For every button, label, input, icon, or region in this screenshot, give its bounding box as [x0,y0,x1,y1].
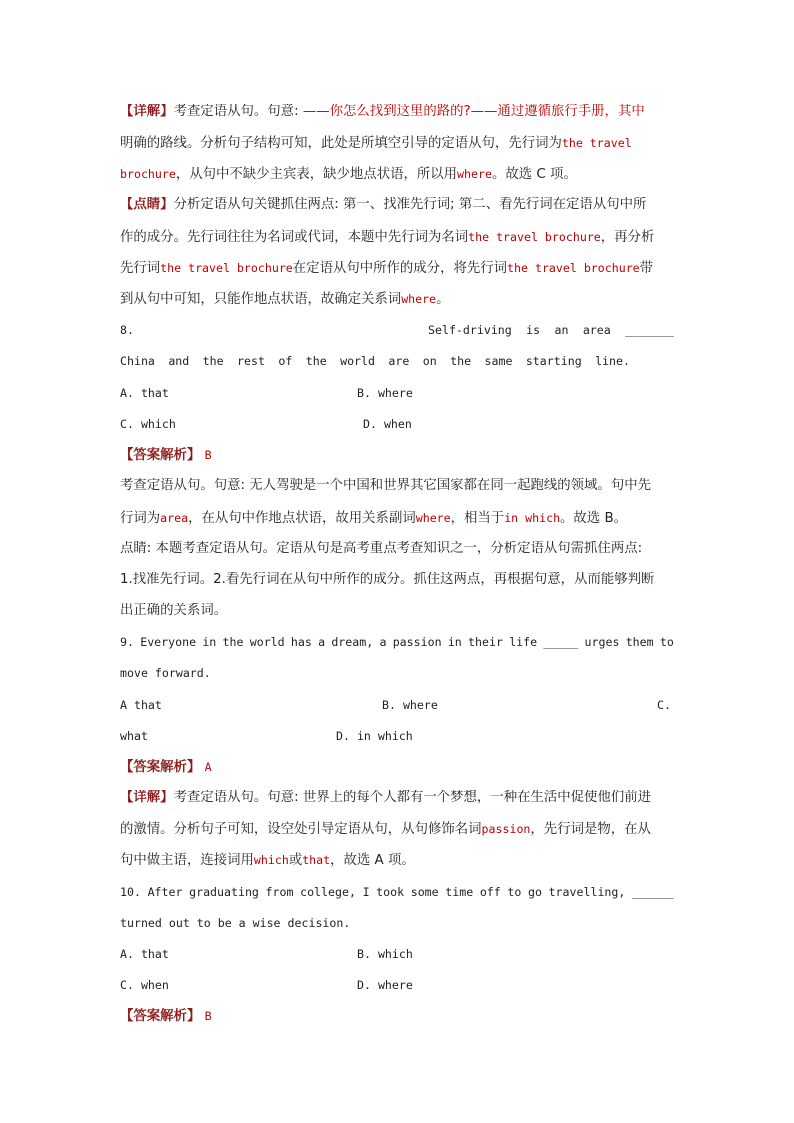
english-term: area [160,511,189,525]
q7-tip-line-3 [120,260,674,277]
text-run: 考查定语从句。句意: 世界上的每个人都有一个梦想，一种在生活中促使他们前进 [173,790,651,805]
text-run: 先行词 [120,261,161,276]
text-run: 到从句中可知，只能作地点状语，故确定关系词 [120,292,402,307]
word: their [468,635,503,649]
q7-detail-line-1 [120,104,674,120]
text-run: 。故选 B。 [560,511,628,526]
q7-tip-line-1 [120,197,674,213]
q9-stem-line-2: move forward. [120,666,211,680]
q10-option-b: B. which [357,947,413,961]
english-term: where [415,511,451,525]
text-run: 句中做主语，连接词用 [120,853,254,868]
word: 9. [120,635,134,649]
word: I [362,885,370,899]
text-run: 明确的路线。分析句子结构可知，此处是所填空引导的定语从句，先行词为 [120,136,562,151]
q9-detail-line-1 [120,790,674,806]
word: some [410,885,439,899]
word: world [249,635,285,649]
text-run: 。故选 C 项。 [491,167,577,182]
word: took [376,885,405,899]
detail-tag: 【详解】 [120,790,174,805]
q8-explanation-line-1: 考查定语从句。句意: 无人驾驶是一个中国和世界其它国家都在同一起跑线的领域。句中先 [120,478,651,493]
word: and [168,354,190,368]
q9-answer-line [120,759,674,776]
word: Self-driving [428,323,512,337]
english-term: the travel brochure [507,261,640,275]
q8-tip-line-3: 出正确的关系词。 [120,603,228,618]
q8-answer-line [120,447,674,464]
word: starting [525,354,582,368]
q8-option-b: B. where [357,386,413,400]
detail-tag: 【详解】 [120,104,174,119]
q9-detail-line-2 [120,821,674,838]
word: of [278,354,293,368]
word: urges [584,635,620,649]
word: line. [595,354,630,368]
word: to [659,635,674,649]
q9-option-b: B. where [382,698,438,712]
english-term: brochure [120,167,176,181]
word: area [582,323,611,337]
text-run: ，故选 A 项。 [330,853,415,868]
answer-value: A [204,760,212,774]
text-run: ，在从句中作地点状语，故用关系副词 [188,511,416,526]
q8-stem-line-2 [120,353,630,369]
word: a [379,635,387,649]
q10-stem-line-2: turned out to be a wise decision. [120,916,351,930]
blank: ______ [631,885,674,899]
english-term: that [302,853,331,867]
q10-option-c: C. when [120,978,169,992]
q9-option-c-text: what [120,729,148,743]
text-run: ，从句中不缺少主宾表，缺少地点状语，所以用 [175,167,458,182]
word: the [222,635,244,649]
text-run: 分析定语从句关键抓住两点: 第一、找准先行词; 第二、看先行词在定语从句中所 [173,197,647,212]
q10-option-a: A. that [120,947,169,961]
q8-stem-line-1 [428,322,674,338]
english-term: the travel [561,136,632,150]
translation-text: ——你怎么找到这里的路的?——通过遵循旅行手册，其中 [302,104,645,119]
q10-option-d: D. where [357,978,413,992]
word: China [120,354,155,368]
answer-value: B [204,448,212,462]
q9-detail-line-3 [120,852,674,869]
text-run: ，先行词是物，在从 [530,822,651,837]
word: in [202,635,217,649]
q8-tip-line-1: 点睛: 本题考查定语从句。定语从句是高考重点考查知识之一，分析定语从句需抓住两点: [120,541,643,556]
word: graduating [189,885,259,899]
word: to [507,885,522,899]
text-run: ，相当于 [450,511,505,526]
word: the [305,354,327,368]
answer-tag: 【答案解析】 [120,1009,201,1024]
text-run: 作的成分。先行词往往为名词或代词，本题中先行词为名词 [120,230,469,245]
word: the [450,354,472,368]
word: Everyone [140,635,197,649]
word: on [422,354,437,368]
word: same [484,354,513,368]
word: off [479,885,501,899]
word: the [202,354,224,368]
q9-option-a: A that [120,698,162,712]
tip-tag: 【点睛】 [120,197,174,212]
q7-tip-line-4 [120,291,674,308]
q8-tip-line-2: 1.找准先行词。2.看先行词在从句中所作的成分。抓住这两点，再根据句意，从而能够判断 [120,572,655,587]
q7-detail-line-2 [120,135,674,152]
blank: _____ [543,635,579,649]
q9-stem-line-1 [120,634,674,650]
q7-detail-line-3 [120,166,674,183]
word: dream, [331,635,374,649]
word: in [447,635,462,649]
word: is [526,323,541,337]
word: go [527,885,542,899]
english-term: passion [481,822,531,836]
q7-tip-line-2 [120,229,674,246]
text-run: ，再分析 [600,230,655,245]
word: are [388,354,410,368]
word: a [318,635,326,649]
q10-stem-line-1 [120,884,674,900]
english-term: in which [504,511,561,525]
q9-option-c-letter: C. [657,698,671,712]
answer-tag: 【答案解析】 [120,448,201,463]
word: 10. [120,885,141,899]
text-run: 在定语从句中所作的成分，将先行词 [292,261,508,276]
text-run: 的激情。分析句子可知，设空处引导定语从句，从句修饰名词 [120,822,482,837]
english-term: where [457,167,492,181]
text-run: 带 [639,261,654,276]
word: time [445,885,474,899]
q8-option-d: D. when [363,417,412,431]
word: After [147,885,183,899]
q8-option-c: C. which [120,417,176,431]
blank: _______ [625,323,674,337]
english-term: the travel brochure [160,261,293,275]
word: travelling, [548,885,626,899]
word: college, [300,885,356,899]
word: from [265,885,294,899]
word: world [340,354,375,368]
text-run: 行词为 [120,511,161,526]
word: rest [237,354,265,368]
text-run: 考查定语从句。句意: [173,104,303,119]
q10-answer-line [120,1008,674,1025]
word: has [290,635,312,649]
english-term: where [401,292,437,306]
q8-explanation-line-2 [120,510,674,527]
answer-tag: 【答案解析】 [120,760,201,775]
q8-number: 8. [120,323,134,337]
word: passion [392,635,442,649]
word: them [625,635,654,649]
word: an [554,323,569,337]
english-term: the travel brochure [468,230,601,244]
q9-option-d: D. in which [336,729,413,743]
text-run: 。 [436,292,450,307]
q8-option-a: A. that [120,386,169,400]
text-run: 或 [288,853,303,868]
english-term: which [253,853,289,867]
answer-value: B [204,1009,212,1023]
word: life [509,635,538,649]
